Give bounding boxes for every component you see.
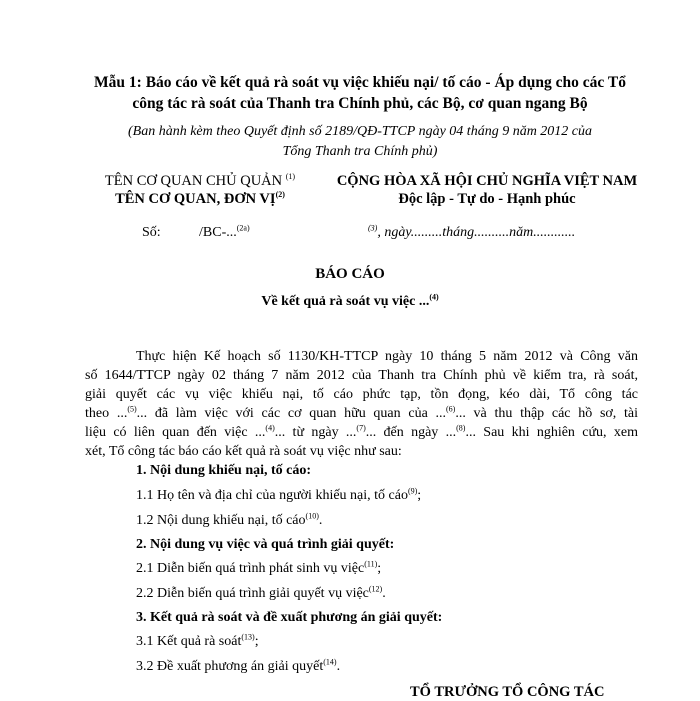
intro-line-6: xét, Tổ công tác báo cáo kết quả rà soát vụ việc như sau: — [85, 444, 402, 459]
footnote-ref: (2) — [275, 190, 285, 200]
report-subtitle: Về kết quả rà soát vụ việc ...$^{(4)}$ — [261, 292, 439, 309]
section-1-1: 1.1 Họ tên và địa chỉ của người khiếu nại, tố cáo$^{(9)}$; — [136, 486, 422, 503]
document-number-label: Số: — [142, 225, 161, 240]
intro-line-1: Thực hiện Kế hoạch số 1130/KH-TTCP ngày 10 tháng 5 năm 2012 và Công văn — [136, 349, 638, 364]
footnote-ref: (9) — [407, 486, 418, 496]
footnote-ref: (4) — [265, 423, 275, 433]
document-number-value: /BC-...$^{(2a)}$ — [199, 223, 250, 240]
footnote-ref: (7) — [356, 423, 366, 433]
unit-name: TÊN CƠ QUAN, ĐƠN VỊ$^{(2)}$ — [115, 190, 285, 207]
intro-line-2: số 1644/TTCP ngày 02 tháng 7 năm 2012 của Thanh tra Chính phủ về kiểm tra, rà soát, — [85, 368, 638, 383]
form-title-line-2: công tác rà soát của Thanh tra Chính phủ, các Bộ, cơ quan ngang Bộ — [132, 95, 588, 112]
footnote-ref: (6) — [446, 404, 456, 414]
footnote-ref: (13) — [241, 632, 255, 642]
footnote-ref: (1) — [285, 172, 296, 182]
footnote-ref: (4) — [429, 292, 439, 302]
footnote-ref: (12) — [368, 584, 383, 594]
footnote-ref: (11) — [364, 559, 378, 569]
form-title-line-1: Mẫu 1: Báo cáo về kết quả rà soát vụ việc khiếu nại/ tố cáo - Áp dụng cho các Tổ — [94, 74, 626, 91]
footnote-ref: (10) — [305, 511, 319, 521]
footnote-ref: (14) — [323, 657, 337, 667]
document-date: $^{(3)}$, ngày.........tháng..........năm............ — [368, 223, 576, 240]
nation-name: CỘNG HÒA XÃ HỘI CHỦ NGHĨA VIỆT NAM — [336, 173, 638, 189]
footnote-ref: (5) — [127, 404, 137, 414]
footnote-ref: (2a) — [236, 223, 250, 233]
section-2-2: 2.2 Diễn biến quá trình giải quyết vụ việc$^{(12)}$. — [136, 584, 386, 601]
report-title: BÁO CÁO — [315, 266, 385, 282]
parent-agency-name: TÊN CƠ QUAN CHỦ QUẢN $^{(1)}$ — [104, 172, 296, 189]
form-subtitle-line-2: Tổng Thanh tra Chính phủ) — [282, 144, 438, 159]
form-subtitle-line-1: (Ban hành kèm theo Quyết định số 2189/QĐ-TTCP ngày 04 tháng 9 năm 2012 của — [127, 124, 593, 139]
signature-title: TỔ TRƯỞNG TỔ CÔNG TÁC — [410, 684, 605, 700]
footnote-ref: (8) — [456, 423, 466, 433]
intro-paragraph-cont — [85, 366, 638, 461]
intro-line-4: theo ...$^{(5)}$... đã làm việc với các cơ quan hữu quan của ...$^{(6)}$... và thu thập các hồ sơ, tài — [85, 404, 638, 421]
section-3-1: 3.1 Kết quả rà soát$^{(13)}$; — [136, 632, 259, 649]
section-1-heading: 1. Nội dung khiếu nại, tố cáo: — [136, 463, 312, 478]
intro-paragraph — [136, 347, 638, 366]
section-2-1: 2.1 Diễn biến quá trình phát sinh vụ việc$^{(11)}$; — [136, 559, 382, 576]
nation-motto: Độc lập - Tự do - Hạnh phúc — [398, 191, 576, 207]
intro-line-5: liệu có liên quan đến việc ...$^{(4)}$... từ ngày ...$^{(7)}$... đến ngày ...$^{(8)}$... Sau khi nghiên cứu, xem — [85, 423, 638, 440]
section-3-heading: 3. Kết quả rà soát và đề xuất phương án giải quyết: — [136, 610, 443, 625]
section-1-2: 1.2 Nội dung khiếu nại, tố cáo$^{(10)}$. — [136, 511, 323, 528]
section-2-heading: 2. Nội dung vụ việc và quá trình giải quyết: — [136, 537, 395, 552]
intro-line-3: giải quyết các vụ việc khiếu nại, tố cáo phức tạp, tồn đọng, kéo dài, Tổ công tác — [85, 387, 638, 402]
footnote-ref: (3) — [368, 223, 378, 233]
section-3-2: 3.2 Đề xuất phương án giải quyết$^{(14)}$. — [136, 657, 341, 674]
